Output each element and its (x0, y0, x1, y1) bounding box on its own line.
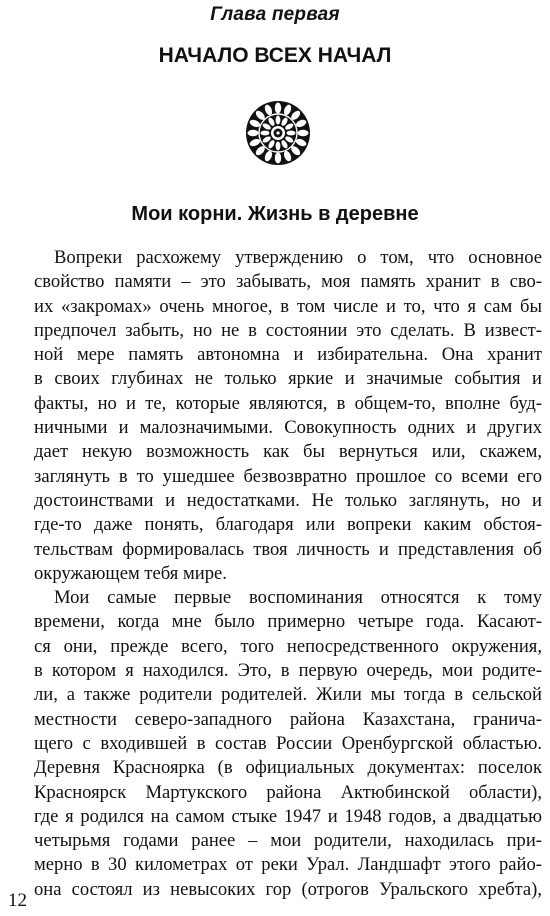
mandala-ornament-icon (245, 100, 311, 166)
text-line: Мои самые первые воспоминания относятся к тому (54, 587, 542, 609)
section-title: Мои корни. Жизнь в деревне (131, 203, 419, 225)
text-line: в котором я находился. Это, в первую очередь, мои родите- (34, 660, 542, 682)
text-line: мерно в 30 километрах от реки Урал. Ландшафт этого райо- (34, 854, 542, 876)
text-line: Деревня Красноярка (в официальных документах: поселок (34, 757, 542, 779)
text-line: их «закромах» очень многое, в том числе и то, что я сам бы (34, 295, 542, 317)
text-line: ся они, прежде всего, того непосредственного окружения, (34, 635, 542, 657)
body-text (34, 246, 542, 902)
text-line: ли, а также родители родителей. Жили мы тогда в сельской (34, 684, 542, 706)
text-line: щего с входившей в состав России Оренбургской областью. (34, 732, 542, 754)
text-line: она состоял из невысоких гор (отрогов Уральского хребта), (34, 878, 542, 900)
text-line: окружающем тебя мире. (34, 562, 227, 584)
text-line: времени, когда мне было примерно четыре года. Касают- (34, 611, 542, 633)
text-line: свойство памяти – это забывать, моя память хранит в сво- (34, 271, 542, 293)
text-line: достоинствами и недостатками. Не только заглянуть, но и (34, 489, 542, 511)
text-line: в своих глубинах не только яркие и значимые события и (34, 368, 542, 390)
text-line: Вопреки расхожему утверждению о том, что основное (54, 247, 542, 268)
text-line: ной мере память автономна и избирательна. Она хранит (34, 344, 542, 366)
text-line: местности северо-западного района Казахстана, гранича- (34, 708, 542, 730)
text-line: заглянуть в то ушедшее безвозвратно прошлое со всеми его (34, 465, 542, 487)
text-line: предпочел забыть, но не в состоянии это сделать. В извест- (34, 319, 542, 341)
text-line: ничными и малозначимыми. Совокупность одних и других (34, 417, 542, 439)
text-line: дает некую возможность как бы вернуться или, скажем, (34, 441, 542, 463)
page-number: 12 (8, 890, 27, 911)
text-line: факты, но и те, которые являются, в общем-то, вполне буд- (34, 392, 542, 414)
text-line: где-то даже понять, благодаря или вопреки каким обстоя- (34, 514, 542, 536)
chapter-label: Глава первая (210, 4, 340, 25)
text-line: где я родился на самом стыке 1947 и 1948 годов, а двадцатью (34, 805, 542, 827)
text-line: тельствам формировалась твоя личность и представления об (34, 538, 542, 560)
text-line: Красноярск Мартукского района Актюбинской области), (34, 781, 542, 803)
chapter-title: НАЧАЛО ВСЕХ НАЧАЛ (158, 44, 392, 67)
text-line: четырьмя годами ранее – мои родители, находилась при- (34, 830, 542, 852)
